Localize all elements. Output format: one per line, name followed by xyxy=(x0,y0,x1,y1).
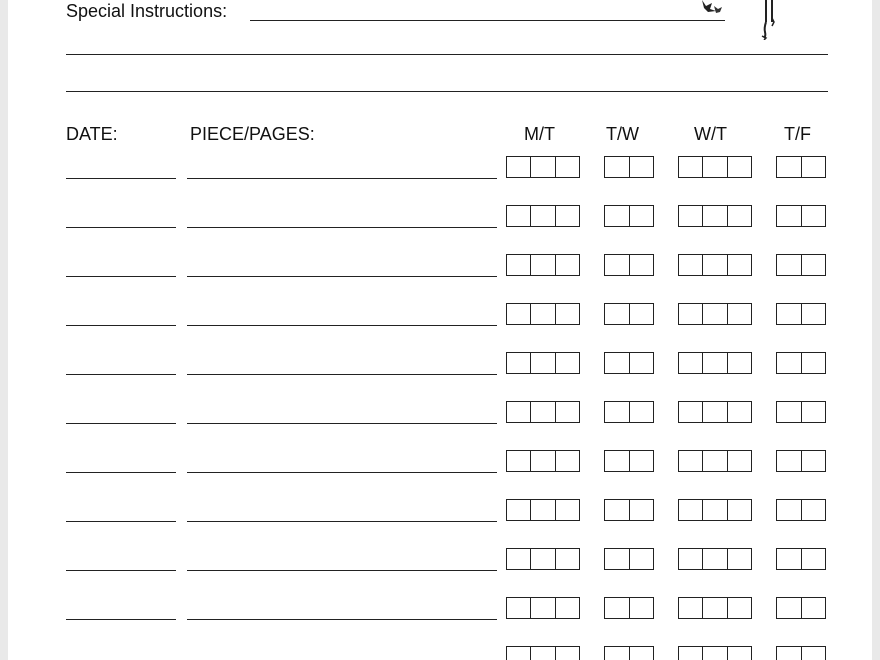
pieces-blank[interactable] xyxy=(187,276,497,277)
instructions-line-3[interactable] xyxy=(66,91,828,92)
pieces-blank[interactable] xyxy=(187,227,497,228)
tw-checkbox-group xyxy=(604,646,654,660)
tw-checkbox[interactable] xyxy=(605,598,630,618)
wt-checkbox[interactable] xyxy=(728,598,751,618)
wt-checkbox[interactable] xyxy=(703,500,727,520)
mt-checkbox[interactable] xyxy=(531,598,555,618)
tw-checkbox-group xyxy=(604,450,654,472)
tf-checkbox[interactable] xyxy=(802,304,826,324)
mt-header: M/T xyxy=(524,124,555,144)
mt-checkbox[interactable] xyxy=(507,451,531,471)
date-blank[interactable] xyxy=(66,325,176,326)
tf-checkbox-group xyxy=(776,205,826,227)
tf-checkbox[interactable] xyxy=(802,647,826,660)
date-blank[interactable] xyxy=(66,521,176,522)
tw-checkbox-group xyxy=(604,352,654,374)
date-blank[interactable] xyxy=(66,276,176,277)
tw-checkbox[interactable] xyxy=(630,353,654,373)
wt-checkbox[interactable] xyxy=(728,157,751,177)
tf-checkbox-group xyxy=(776,450,826,472)
tw-checkbox[interactable] xyxy=(605,549,630,569)
mt-checkbox[interactable] xyxy=(556,451,579,471)
log-row xyxy=(8,205,872,229)
wt-checkbox[interactable] xyxy=(703,402,727,422)
tf-checkbox[interactable] xyxy=(802,451,826,471)
tf-checkbox[interactable] xyxy=(802,206,826,226)
tw-checkbox[interactable] xyxy=(630,598,654,618)
wt-checkbox-group xyxy=(678,548,752,570)
mt-checkbox[interactable] xyxy=(556,255,579,275)
tw-header: T/W xyxy=(606,124,639,144)
wt-checkbox-group xyxy=(678,205,752,227)
mt-checkbox-group xyxy=(506,401,580,423)
tw-checkbox[interactable] xyxy=(605,353,630,373)
mt-checkbox-group xyxy=(506,352,580,374)
tw-checkbox[interactable] xyxy=(630,402,654,422)
mt-checkbox[interactable] xyxy=(531,451,555,471)
pieces-blank[interactable] xyxy=(187,472,497,473)
mt-checkbox[interactable] xyxy=(531,304,555,324)
mt-checkbox-group xyxy=(506,254,580,276)
wt-checkbox[interactable] xyxy=(703,255,727,275)
mt-checkbox[interactable] xyxy=(507,549,531,569)
tf-checkbox[interactable] xyxy=(777,255,802,275)
mt-checkbox[interactable] xyxy=(531,206,555,226)
instructions-line-2[interactable] xyxy=(66,54,828,55)
pieces-blank[interactable] xyxy=(187,619,497,620)
mt-checkbox-group xyxy=(506,548,580,570)
wt-checkbox[interactable] xyxy=(728,647,751,660)
tf-checkbox[interactable] xyxy=(777,304,802,324)
tf-checkbox[interactable] xyxy=(777,500,802,520)
tw-checkbox-group xyxy=(604,597,654,619)
tf-checkbox[interactable] xyxy=(777,353,802,373)
tw-checkbox[interactable] xyxy=(630,304,654,324)
wt-checkbox[interactable] xyxy=(679,402,703,422)
mt-checkbox-group xyxy=(506,450,580,472)
wt-checkbox-group xyxy=(678,254,752,276)
tw-checkbox[interactable] xyxy=(605,500,630,520)
tw-checkbox[interactable] xyxy=(630,157,654,177)
wt-checkbox-group xyxy=(678,499,752,521)
tf-checkbox-group xyxy=(776,352,826,374)
tf-checkbox[interactable] xyxy=(777,206,802,226)
date-blank[interactable] xyxy=(66,374,176,375)
tw-checkbox[interactable] xyxy=(605,157,630,177)
mt-checkbox[interactable] xyxy=(556,647,579,660)
mt-checkbox-group xyxy=(506,205,580,227)
wt-checkbox[interactable] xyxy=(728,304,751,324)
special-instructions-label: Special Instructions: xyxy=(66,1,228,21)
wt-checkbox[interactable] xyxy=(703,549,727,569)
tw-checkbox-group xyxy=(604,303,654,325)
wt-checkbox[interactable] xyxy=(679,255,703,275)
mt-checkbox[interactable] xyxy=(556,157,579,177)
pieces-blank[interactable] xyxy=(187,178,497,179)
decorative-illustration xyxy=(692,0,792,40)
wt-checkbox-group xyxy=(678,646,752,660)
mt-checkbox[interactable] xyxy=(556,353,579,373)
log-row xyxy=(8,499,872,523)
log-row xyxy=(8,548,872,572)
tf-checkbox-group xyxy=(776,254,826,276)
wt-checkbox[interactable] xyxy=(703,451,727,471)
wt-checkbox[interactable] xyxy=(679,157,703,177)
mt-checkbox[interactable] xyxy=(507,402,531,422)
tw-checkbox-group xyxy=(604,205,654,227)
tf-checkbox[interactable] xyxy=(802,353,826,373)
tw-checkbox-group xyxy=(604,499,654,521)
tf-checkbox[interactable] xyxy=(802,255,826,275)
wt-checkbox[interactable] xyxy=(703,304,727,324)
mt-checkbox-group xyxy=(506,499,580,521)
mt-checkbox[interactable] xyxy=(507,353,531,373)
tf-checkbox[interactable] xyxy=(802,157,826,177)
mt-checkbox[interactable] xyxy=(507,157,531,177)
special-instructions-line[interactable] xyxy=(250,20,725,21)
tw-checkbox[interactable] xyxy=(630,500,654,520)
tw-checkbox-group xyxy=(604,254,654,276)
mt-checkbox[interactable] xyxy=(507,206,531,226)
wt-checkbox-group xyxy=(678,303,752,325)
pieces-blank[interactable] xyxy=(187,325,497,326)
mt-checkbox[interactable] xyxy=(531,157,555,177)
wt-checkbox-group xyxy=(678,156,752,178)
log-row xyxy=(8,352,872,376)
tw-checkbox-group xyxy=(604,548,654,570)
mt-checkbox[interactable] xyxy=(556,549,579,569)
wt-checkbox[interactable] xyxy=(679,647,703,660)
wt-checkbox[interactable] xyxy=(728,500,751,520)
log-row xyxy=(8,597,872,621)
tf-header: T/F xyxy=(784,124,811,144)
wt-checkbox[interactable] xyxy=(728,549,751,569)
wt-checkbox[interactable] xyxy=(679,206,703,226)
mt-checkbox[interactable] xyxy=(531,353,555,373)
date-blank[interactable] xyxy=(66,178,176,179)
date-blank[interactable] xyxy=(66,423,176,424)
wt-checkbox[interactable] xyxy=(679,549,703,569)
pieces-blank[interactable] xyxy=(187,374,497,375)
pieces-header: PIECE/PAGES: xyxy=(190,124,315,144)
tw-checkbox[interactable] xyxy=(630,206,654,226)
tf-checkbox[interactable] xyxy=(777,549,802,569)
tf-checkbox[interactable] xyxy=(777,157,802,177)
pieces-blank[interactable] xyxy=(187,521,497,522)
mt-checkbox[interactable] xyxy=(531,647,555,660)
mt-checkbox[interactable] xyxy=(556,598,579,618)
mt-checkbox[interactable] xyxy=(556,304,579,324)
date-header: DATE: xyxy=(66,124,118,144)
log-row xyxy=(8,646,872,660)
wt-checkbox[interactable] xyxy=(728,206,751,226)
mt-checkbox[interactable] xyxy=(556,500,579,520)
wt-checkbox-group xyxy=(678,352,752,374)
mt-checkbox-group xyxy=(506,646,580,660)
wt-checkbox-group xyxy=(678,450,752,472)
tf-checkbox-group xyxy=(776,646,826,660)
date-blank[interactable] xyxy=(66,619,176,620)
mt-checkbox[interactable] xyxy=(556,206,579,226)
tf-checkbox-group xyxy=(776,548,826,570)
tf-checkbox-group xyxy=(776,499,826,521)
wt-header: W/T xyxy=(694,124,727,144)
tw-checkbox[interactable] xyxy=(605,402,630,422)
date-blank[interactable] xyxy=(66,227,176,228)
mt-checkbox[interactable] xyxy=(507,255,531,275)
tw-checkbox[interactable] xyxy=(630,255,654,275)
mt-checkbox[interactable] xyxy=(531,549,555,569)
mt-checkbox[interactable] xyxy=(531,500,555,520)
log-row xyxy=(8,156,872,180)
practice-log-page xyxy=(8,0,872,660)
wt-checkbox[interactable] xyxy=(679,598,703,618)
tf-checkbox[interactable] xyxy=(777,402,802,422)
mt-checkbox[interactable] xyxy=(507,500,531,520)
mt-checkbox[interactable] xyxy=(556,402,579,422)
date-blank[interactable] xyxy=(66,570,176,571)
mt-checkbox[interactable] xyxy=(531,402,555,422)
tw-checkbox[interactable] xyxy=(605,304,630,324)
tf-checkbox[interactable] xyxy=(777,647,802,660)
wt-checkbox[interactable] xyxy=(703,353,727,373)
tf-checkbox[interactable] xyxy=(777,451,802,471)
wt-checkbox[interactable] xyxy=(728,353,751,373)
tw-checkbox[interactable] xyxy=(605,451,630,471)
log-row xyxy=(8,401,872,425)
wt-checkbox[interactable] xyxy=(703,647,727,660)
mt-checkbox[interactable] xyxy=(507,647,531,660)
tw-checkbox[interactable] xyxy=(605,206,630,226)
wt-checkbox[interactable] xyxy=(728,255,751,275)
log-row xyxy=(8,254,872,278)
date-blank[interactable] xyxy=(66,472,176,473)
tf-checkbox-group xyxy=(776,401,826,423)
wt-checkbox[interactable] xyxy=(679,304,703,324)
wt-checkbox-group xyxy=(678,597,752,619)
wt-checkbox[interactable] xyxy=(703,206,727,226)
tf-checkbox[interactable] xyxy=(802,598,826,618)
tw-checkbox[interactable] xyxy=(630,647,654,660)
wt-checkbox[interactable] xyxy=(679,500,703,520)
pieces-blank[interactable] xyxy=(187,423,497,424)
tw-checkbox[interactable] xyxy=(605,255,630,275)
tf-checkbox-group xyxy=(776,597,826,619)
pieces-blank[interactable] xyxy=(187,570,497,571)
tw-checkbox-group xyxy=(604,401,654,423)
mt-checkbox-group xyxy=(506,303,580,325)
wt-checkbox-group xyxy=(678,401,752,423)
wt-checkbox[interactable] xyxy=(728,402,751,422)
log-row xyxy=(8,303,872,327)
tf-checkbox[interactable] xyxy=(802,500,826,520)
log-row xyxy=(8,450,872,474)
tf-checkbox[interactable] xyxy=(777,598,802,618)
mt-checkbox-group xyxy=(506,156,580,178)
tf-checkbox[interactable] xyxy=(802,402,826,422)
tw-checkbox[interactable] xyxy=(630,451,654,471)
wt-checkbox[interactable] xyxy=(703,157,727,177)
tw-checkbox-group xyxy=(604,156,654,178)
wt-checkbox[interactable] xyxy=(728,451,751,471)
wt-checkbox[interactable] xyxy=(703,598,727,618)
mt-checkbox[interactable] xyxy=(531,255,555,275)
mt-checkbox[interactable] xyxy=(507,598,531,618)
mt-checkbox[interactable] xyxy=(507,304,531,324)
tf-checkbox-group xyxy=(776,156,826,178)
tw-checkbox[interactable] xyxy=(630,549,654,569)
tw-checkbox[interactable] xyxy=(605,647,630,660)
mt-checkbox-group xyxy=(506,597,580,619)
wt-checkbox[interactable] xyxy=(679,353,703,373)
wt-checkbox[interactable] xyxy=(679,451,703,471)
tf-checkbox[interactable] xyxy=(802,549,826,569)
tf-checkbox-group xyxy=(776,303,826,325)
